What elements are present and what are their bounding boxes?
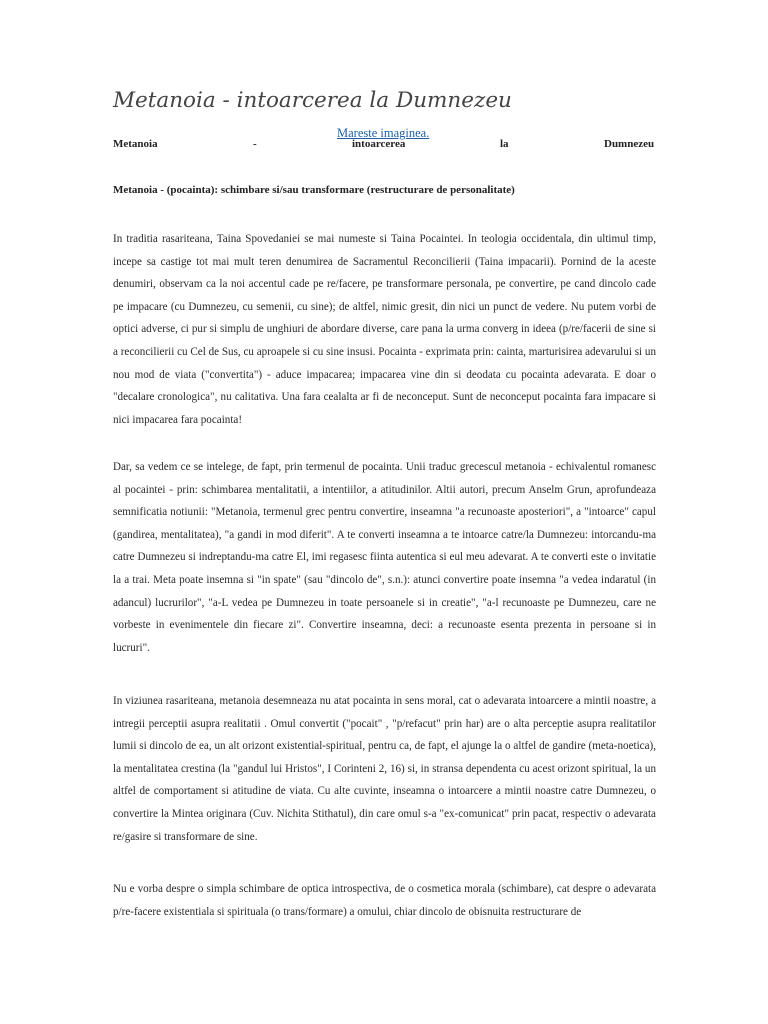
paragraph: In traditia rasariteana, Taina Spovedaniei se mai numeste si Taina Pocaintei. In teologia occidentala, din ultimul timp, incepe sa castige tot mai mult teren denumirea de Sacramentul Reconcilierii (Taina impacarii). Pornind de la aceste denumiri, observam ca la noi accentul cade pe re/facere, pe transformare personala, pe convertire, pe cand dincolo cade pe impacare (cu Dumnezeu, cu semenii, cu sine); de altfel, nimic gresit, din nici un punct de vedere. Nu putem vorbi de optici adverse, ci pur si simplu de unghiuri de abordare diverse, care pana la urma converg in ideea (p/re/facerii de sine si a reconcilierii cu Cel de Sus, cu aproapele si cu sine insusi. Pocainta - exprimata prin: cainta, marturisirea adevarului si un nou mod de viata ("convertita") - aduce impacarea; impacarea vine din si deodata cu pocainta adevarata. E doar o "decalare cronologica", nu calitativa. Una fara cealalta ar fi de neconceput. Sunt de neconceput pocainta fara impacare si nici impacarea fara pocainta!	[113, 233, 656, 426]
enlarge-image-link[interactable]: Mareste imaginea.	[337, 126, 430, 140]
heading-word: Metanoia	[113, 138, 158, 150]
heading-word: intoarcerea	[352, 138, 406, 150]
paragraph: Nu e vorba despre o simpla schimbare de optica introspectiva, de o cosmetica morala (schimbare), cat despre o adevarata p/re-facere existentiala si spirituala (o trans/formare) a omului, chiar dincolo de obisnuita restructurare de	[113, 883, 656, 918]
heading-word: -	[253, 138, 257, 150]
paragraph: In viziunea rasariteana, metanoia desemneaza nu atat pocainta in sens moral, cat o adevarata intoarcere a mintii noastre, a intregii perceptii asupra realitatii . Omul convertit ("pocait" , "p/refacut" prin har) are o alta perceptie asupra realitatilor lumii si dincolo de ea, un alt orizont existential-spiritual, pentru ca, de fapt, el ajunge la o altfel de gandire (meta-noetica), la mentalitatea crestina (la "gandul lui Hristos", I Corinteni 2, 16) si, in stransa dependenta cu acest orizont spiritual, la un altfel de comportament si atitudine de viata. Cu alte cuvinte, inseamna o intoarcere a mintii noastre catre Dumnezeu, o convertire la Mintea originara (Cuv. Nichita Stithatul), din care omul s-a "ex-comunicat" prin pacat, respectiv o adevarata re/gasire si transformare de sine.	[113, 695, 656, 843]
paragraph: Dar, sa vedem ce se intelege, de fapt, prin termenul de pocainta. Unii traduc grecescul metanoia - echivalentul romanesc al pocaintei - prin: schimbarea mentalitatii, a intentiilor, a atitudinilor. Altii autori, precum Anselm Grun, aprofundeaza semnificatia notiunii: "Metanoia, termenul grec pentru convertire, inseamna "a recunoaste aposteriori", a "intoarce" capul (gandirea, mentalitatea), "a gandi in mod diferit". A te converti inseamna a te intoarce catre/la Dumnezeu: intorcandu-ma catre Dumnezeu si indreptandu-ma catre El, imi regasesc fiinta autentica si eul meu adevarat. A te converti este o invitatie la a trai. Meta poate insemna si "in spate" (sau "dincolo de", s.n.): atunci convertire poate insemna "a vedea indaratul (in adancul) lucrurilor", "a-L vedea pe Dumnezeu in toate persoanele si in creatie", "a-l recunoaste pe Dumnezeu, care ne vorbeste in evenimentele din fiecare zi". Convertire inseamna, deci: a recunoaste esenta prezenta in persoane si in lucruri".	[113, 461, 656, 654]
page-title: Metanoia - intoarcerea la Dumnezeu	[113, 88, 512, 113]
subheading: Metanoia - (pocainta): schimbare si/sau transformare (restructurare de personalitate)	[113, 184, 515, 196]
heading-word: Dumnezeu	[604, 138, 655, 150]
heading-word: la	[500, 138, 509, 150]
